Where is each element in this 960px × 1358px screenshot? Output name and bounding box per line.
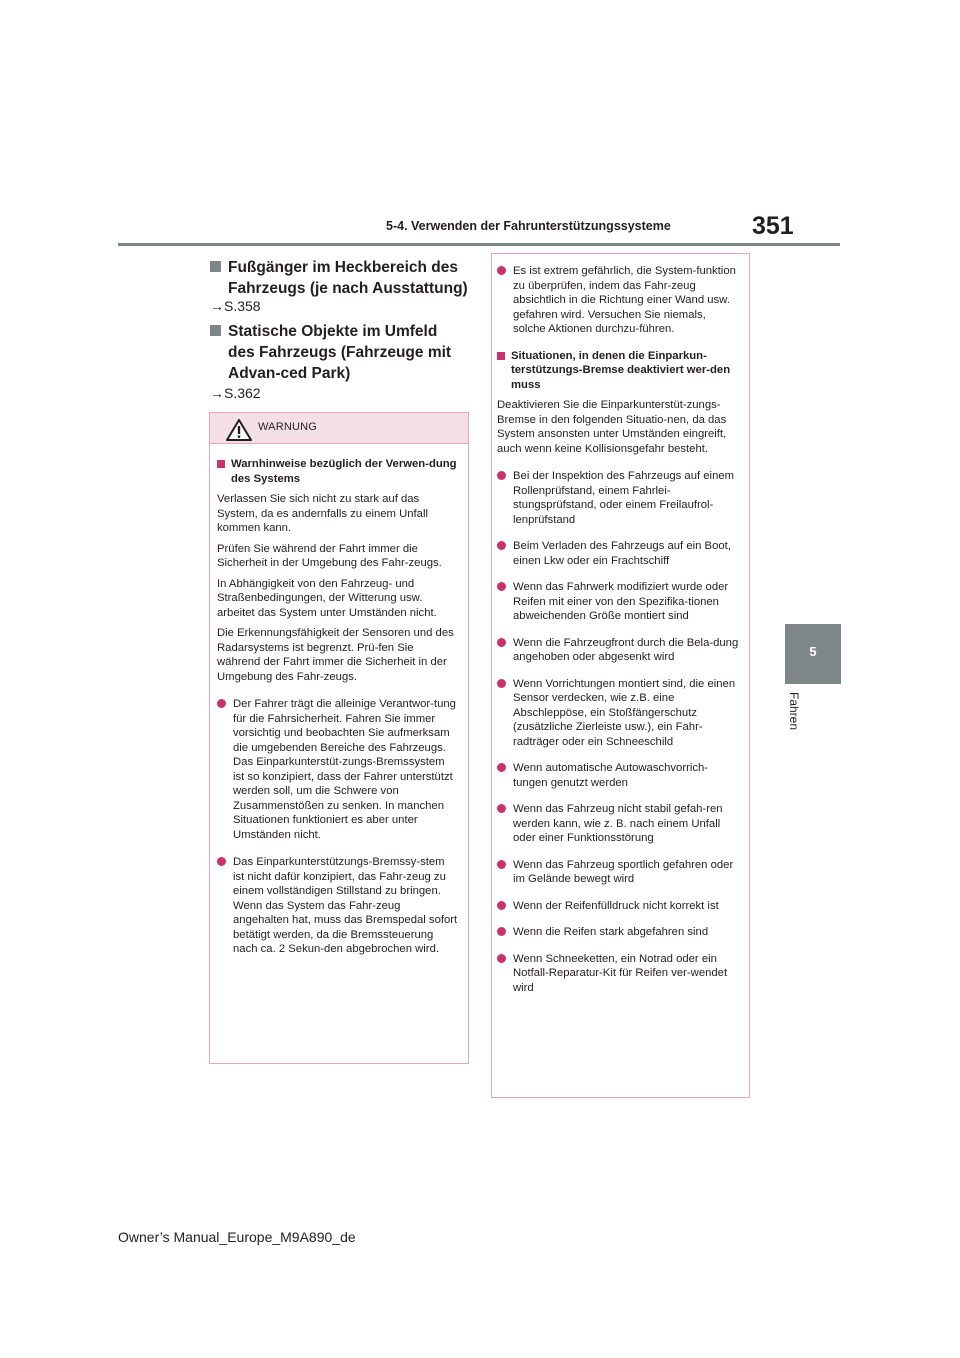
chapter-tab[interactable] [785,624,841,684]
chapter-number: 5 [809,644,817,659]
heading-text: Fußgänger im Heckbereich des Fahrzeugs (je nach Ausstattung) [228,259,468,297]
warning-box [209,412,469,1064]
warning-paragraph: In Abhängigkeit von den Fahrzeug- und Straßenbedingungen, der Witterung usw. arbeitet das System unter Umständen nicht. [217,577,437,619]
warning-continued-content [492,254,749,995]
deactivation-bullet: Wenn automatische Autowaschvorrich-tungen genutzt werden [497,761,741,790]
warning-bullet: Es ist extrem gefährlich, die System-funktion zu überprüfen, indem das Fahr-zeug absichtlich in die Richtung einer Wand usw. gefahren wird. Versuchen Sie niemals, solche Aktionen durchzu-führen. [497,264,741,337]
deactivation-bullet: Wenn Schneeketten, ein Notrad oder ein Notfall-Reparatur-Kit für Reifen ver-wendet wird [497,952,741,996]
footer-manual-id: Owner’s Manual_Europe_M9A890_de [118,1229,356,1245]
deactivation-bullet: Beim Verladen des Fahrzeugs auf ein Boot, einen Lkw oder ein Frachtschiff [497,539,741,568]
deactivation-bullet: Wenn Vorrichtungen montiert sind, die einen Sensor verdecken, wie z.B. eine Abschleppöse, ein Stoßfängerschutz (zusätzliche Zierleiste usw.), ein Fahr-radträger oder ein Schneeschild [497,677,741,750]
deactivation-bullet: Wenn die Reifen stark abgefahren sind [497,925,741,940]
deactivation-bullet: Wenn das Fahrzeug sportlich gefahren oder im Gelände bewegt wird [497,858,741,887]
header-rule [118,243,840,246]
warning-triangle-icon [226,419,252,441]
deactivation-intro: Deaktivieren Sie die Einparkunterstüt-zungs-Bremse in den folgenden Situatio-nen, da das System ansonsten unter Umständen eingreift, auch wenn keine Kollisionsgefahr besteht. [497,399,727,455]
deactivation-bullet: Wenn das Fahrwerk modifiziert wurde oder Reifen mit einer von den Spezifika-tionen abweichenden Größe montiert sind [497,580,741,624]
page-reference-link[interactable]: →S.358 [210,298,261,314]
warning-bullet: Der Fahrer trägt die alleinige Verantwor-tung für die Fahrsicherheit. Fahren Sie immer vorsichtig und beobachten Sie aufmerksam die umgebenden Bereiche des Fahrzeugs. Das Einparkunterstüt-zungs-Bremssystem ist so konzipiert, dass der Fahrer unterstützt werden soll, um die Schwere von Zusammenstößen zu senken. In manchen Situationen funktioniert es aber unter Umständen nicht. [217,697,458,842]
page-reference-link[interactable]: →S.362 [210,385,261,401]
page-number: 351 [752,212,794,240]
heading-square-icon [210,261,221,272]
deactivation-bullet: Bei der Inspektion des Fahrzeugs auf einem Rollenprüfstand, einem Fahrlei-stungsprüfstand, oder einem Freilaufrol-lenprüfstand [497,469,741,527]
deactivation-bullet: Wenn die Fahrzeugfront durch die Bela-dung angehoben oder abgesenkt wird [497,636,741,665]
heading-pedestrians [210,257,468,299]
deactivation-bullet: Wenn der Reifenfülldruck nicht korrekt ist [497,899,741,914]
heading-text: Statische Objekte im Umfeld des Fahrzeugs (Fahrzeuge mit Advan-ced Park) [228,323,452,382]
warning-box-continued [491,253,750,1098]
warning-header [210,413,468,444]
deactivation-subheading: Situationen, in denen die Einparkun-terstützungs-Bremse deaktiviert wer-den muss [497,349,741,393]
deactivation-bullet: Wenn das Fahrzeug nicht stabil gefah-ren werden kann, wie z. B. nach einem Unfall oder einer Funktionsstörung [497,802,741,846]
warning-paragraph: Prüfen Sie während der Fahrt immer die Sicherheit in der Umgebung des Fahr-zeugs. [217,542,442,569]
section-title: 5-4. Verwenden der Fahrunterstützungssysteme [386,219,671,233]
chapter-label: Fahren [787,692,801,731]
warning-paragraph: Die Erkennungsfähigkeit der Sensoren und des Radarsystems ist begrenzt. Prü-fen Sie während der Fahrt immer die Sicherheit in der Umgebung des Fahr-zeugs. [217,627,454,683]
warning-paragraph: Verlassen Sie sich nicht zu stark auf das System, da es andernfalls zu einem Unfall kommen kann. [217,493,428,534]
warning-subheading: Warnhinweise bezüglich der Verwen-dung des Systems [217,457,458,486]
warning-content [210,444,468,957]
heading-static-objects [210,321,468,384]
warning-bullet: Das Einparkunterstützungs-Bremssy-stem ist nicht dafür konzipiert, das Fahr-zeug zu einem vollständigen Stillstand zu bringen. Wenn das System das Fahr-zeug angehalten hat, muss das Bremspedal sofort betätigt werden, da die Bremssteuerung nach ca. 2 Sekun-den abgebrochen wird. [217,855,458,957]
chapter-label-wrap [783,692,807,752]
heading-square-icon [210,325,221,336]
warning-title: WARNUNG [258,421,318,433]
